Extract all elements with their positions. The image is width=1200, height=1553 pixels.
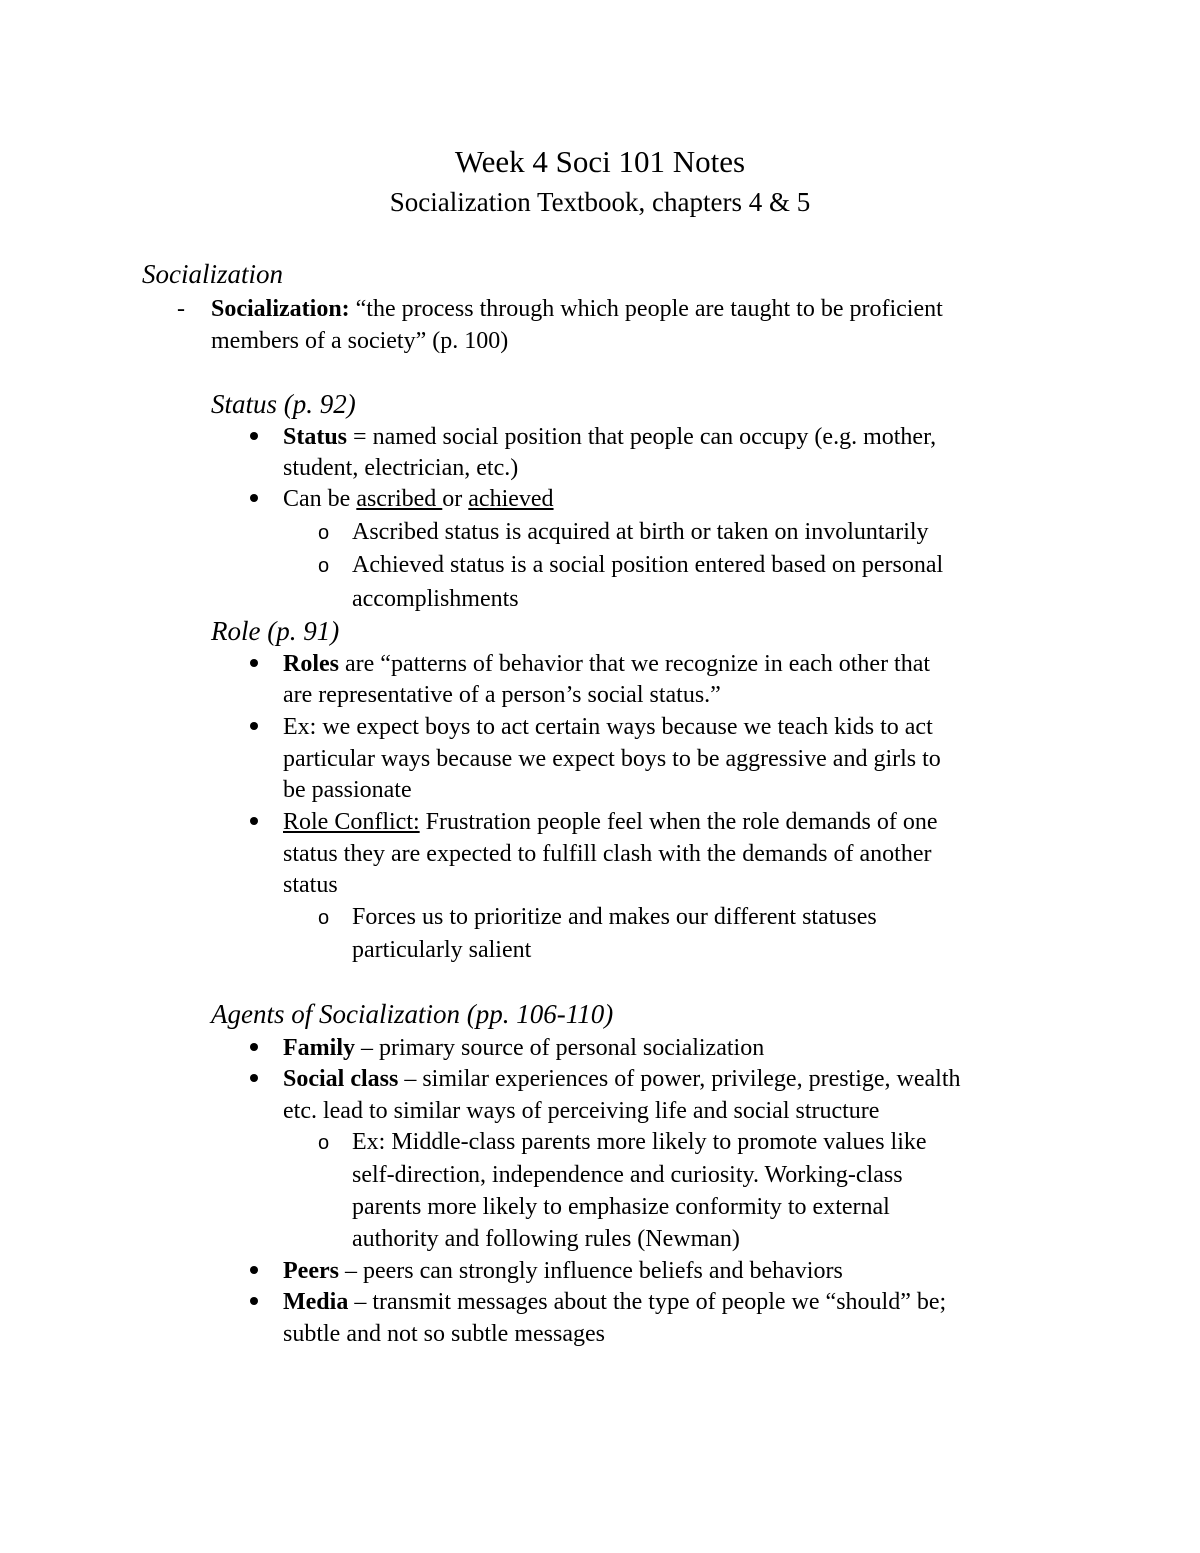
section-heading-socialization: Socialization <box>142 259 283 289</box>
status-sub-2: Achieved status is a social position entered based on personal <box>352 552 944 578</box>
page-title: Week 4 Soci 101 Notes <box>454 144 746 179</box>
agents-sub-1-cont-1: self-direction, independence and curiosity. Working-class <box>352 1162 903 1188</box>
agents-item-social-class: Social class – similar experiences of power, privilege, prestige, wealth <box>283 1066 961 1092</box>
circle-bullet-icon: o <box>318 522 330 544</box>
page-subtitle: Socialization Textbook, chapters 4 & 5 <box>389 187 811 217</box>
role-item-2: Ex: we expect boys to act certain ways because we teach kids to act <box>283 714 933 740</box>
definition-term: Socialization: <box>211 296 350 322</box>
agents-item-family: Family – primary source of personal socialization <box>283 1035 765 1061</box>
agents-sub-1-cont-3: authority and following rules (Newman) <box>352 1226 740 1252</box>
status-item-1: Status = named social position that people can occupy (e.g. mother, <box>283 424 937 450</box>
agents-item-media-cont: subtle and not so subtle messages <box>283 1321 605 1347</box>
role-item-2-cont-2: be passionate <box>283 777 412 803</box>
bullet-icon <box>250 659 258 667</box>
bullet-icon <box>250 1266 258 1274</box>
agents-item-social-class-cont: etc. lead to similar ways of perceiving life and social structure <box>283 1098 880 1124</box>
section-heading-role: Role (p. 91) <box>211 616 340 646</box>
role-sub-1-cont: particularly salient <box>352 937 532 963</box>
bullet-icon <box>250 817 258 825</box>
status-item-1-cont: student, electrician, etc.) <box>283 455 519 481</box>
agents-item-media: Media – transmit messages about the type of people we “should” be; <box>283 1289 947 1315</box>
socialization-definition-cont: members of a society” (p. 100) <box>211 328 509 354</box>
role-item-3-cont-2: status <box>283 872 338 898</box>
role-item-1: Roles are “patterns of behavior that we recognize in each other that <box>283 651 931 677</box>
circle-bullet-icon: o <box>318 1132 330 1154</box>
status-sub-2-cont: accomplishments <box>352 586 519 612</box>
bullet-icon <box>250 432 258 440</box>
agents-sub-1: Ex: Middle-class parents more likely to promote values like <box>352 1129 927 1155</box>
bullet-icon <box>250 1043 258 1051</box>
role-item-3-cont-1: status they are expected to fulfill clash with the demands of another <box>283 841 932 867</box>
role-sub-1: Forces us to prioritize and makes our different statuses <box>352 904 877 930</box>
role-item-2-cont-1: particular ways because we expect boys to be aggressive and girls to <box>283 746 941 772</box>
status-item-2: Can be ascribed or achieved <box>283 486 554 512</box>
circle-bullet-icon: o <box>318 907 330 929</box>
bullet-icon <box>250 1074 258 1082</box>
dash-marker: - <box>177 296 185 322</box>
bullet-icon <box>250 494 258 502</box>
agents-item-peers: Peers – peers can strongly influence beliefs and behaviors <box>283 1258 843 1284</box>
agents-sub-1-cont-2: parents more likely to emphasize conformity to external <box>352 1194 890 1220</box>
role-item-1-cont: are representative of a person’s social status.” <box>283 682 721 708</box>
bullet-icon <box>250 1297 258 1305</box>
section-heading-status: Status (p. 92) <box>211 389 356 419</box>
socialization-definition: Socialization: “the process through which people are taught to be proficient <box>211 296 943 322</box>
role-item-3: Role Conflict: Frustration people feel when the role demands of one <box>283 809 938 835</box>
status-sub-1: Ascribed status is acquired at birth or taken on involuntarily <box>352 519 929 545</box>
circle-bullet-icon: o <box>318 555 330 577</box>
bullet-icon <box>250 722 258 730</box>
section-heading-agents: Agents of Socialization (pp. 106-110) <box>211 999 614 1029</box>
